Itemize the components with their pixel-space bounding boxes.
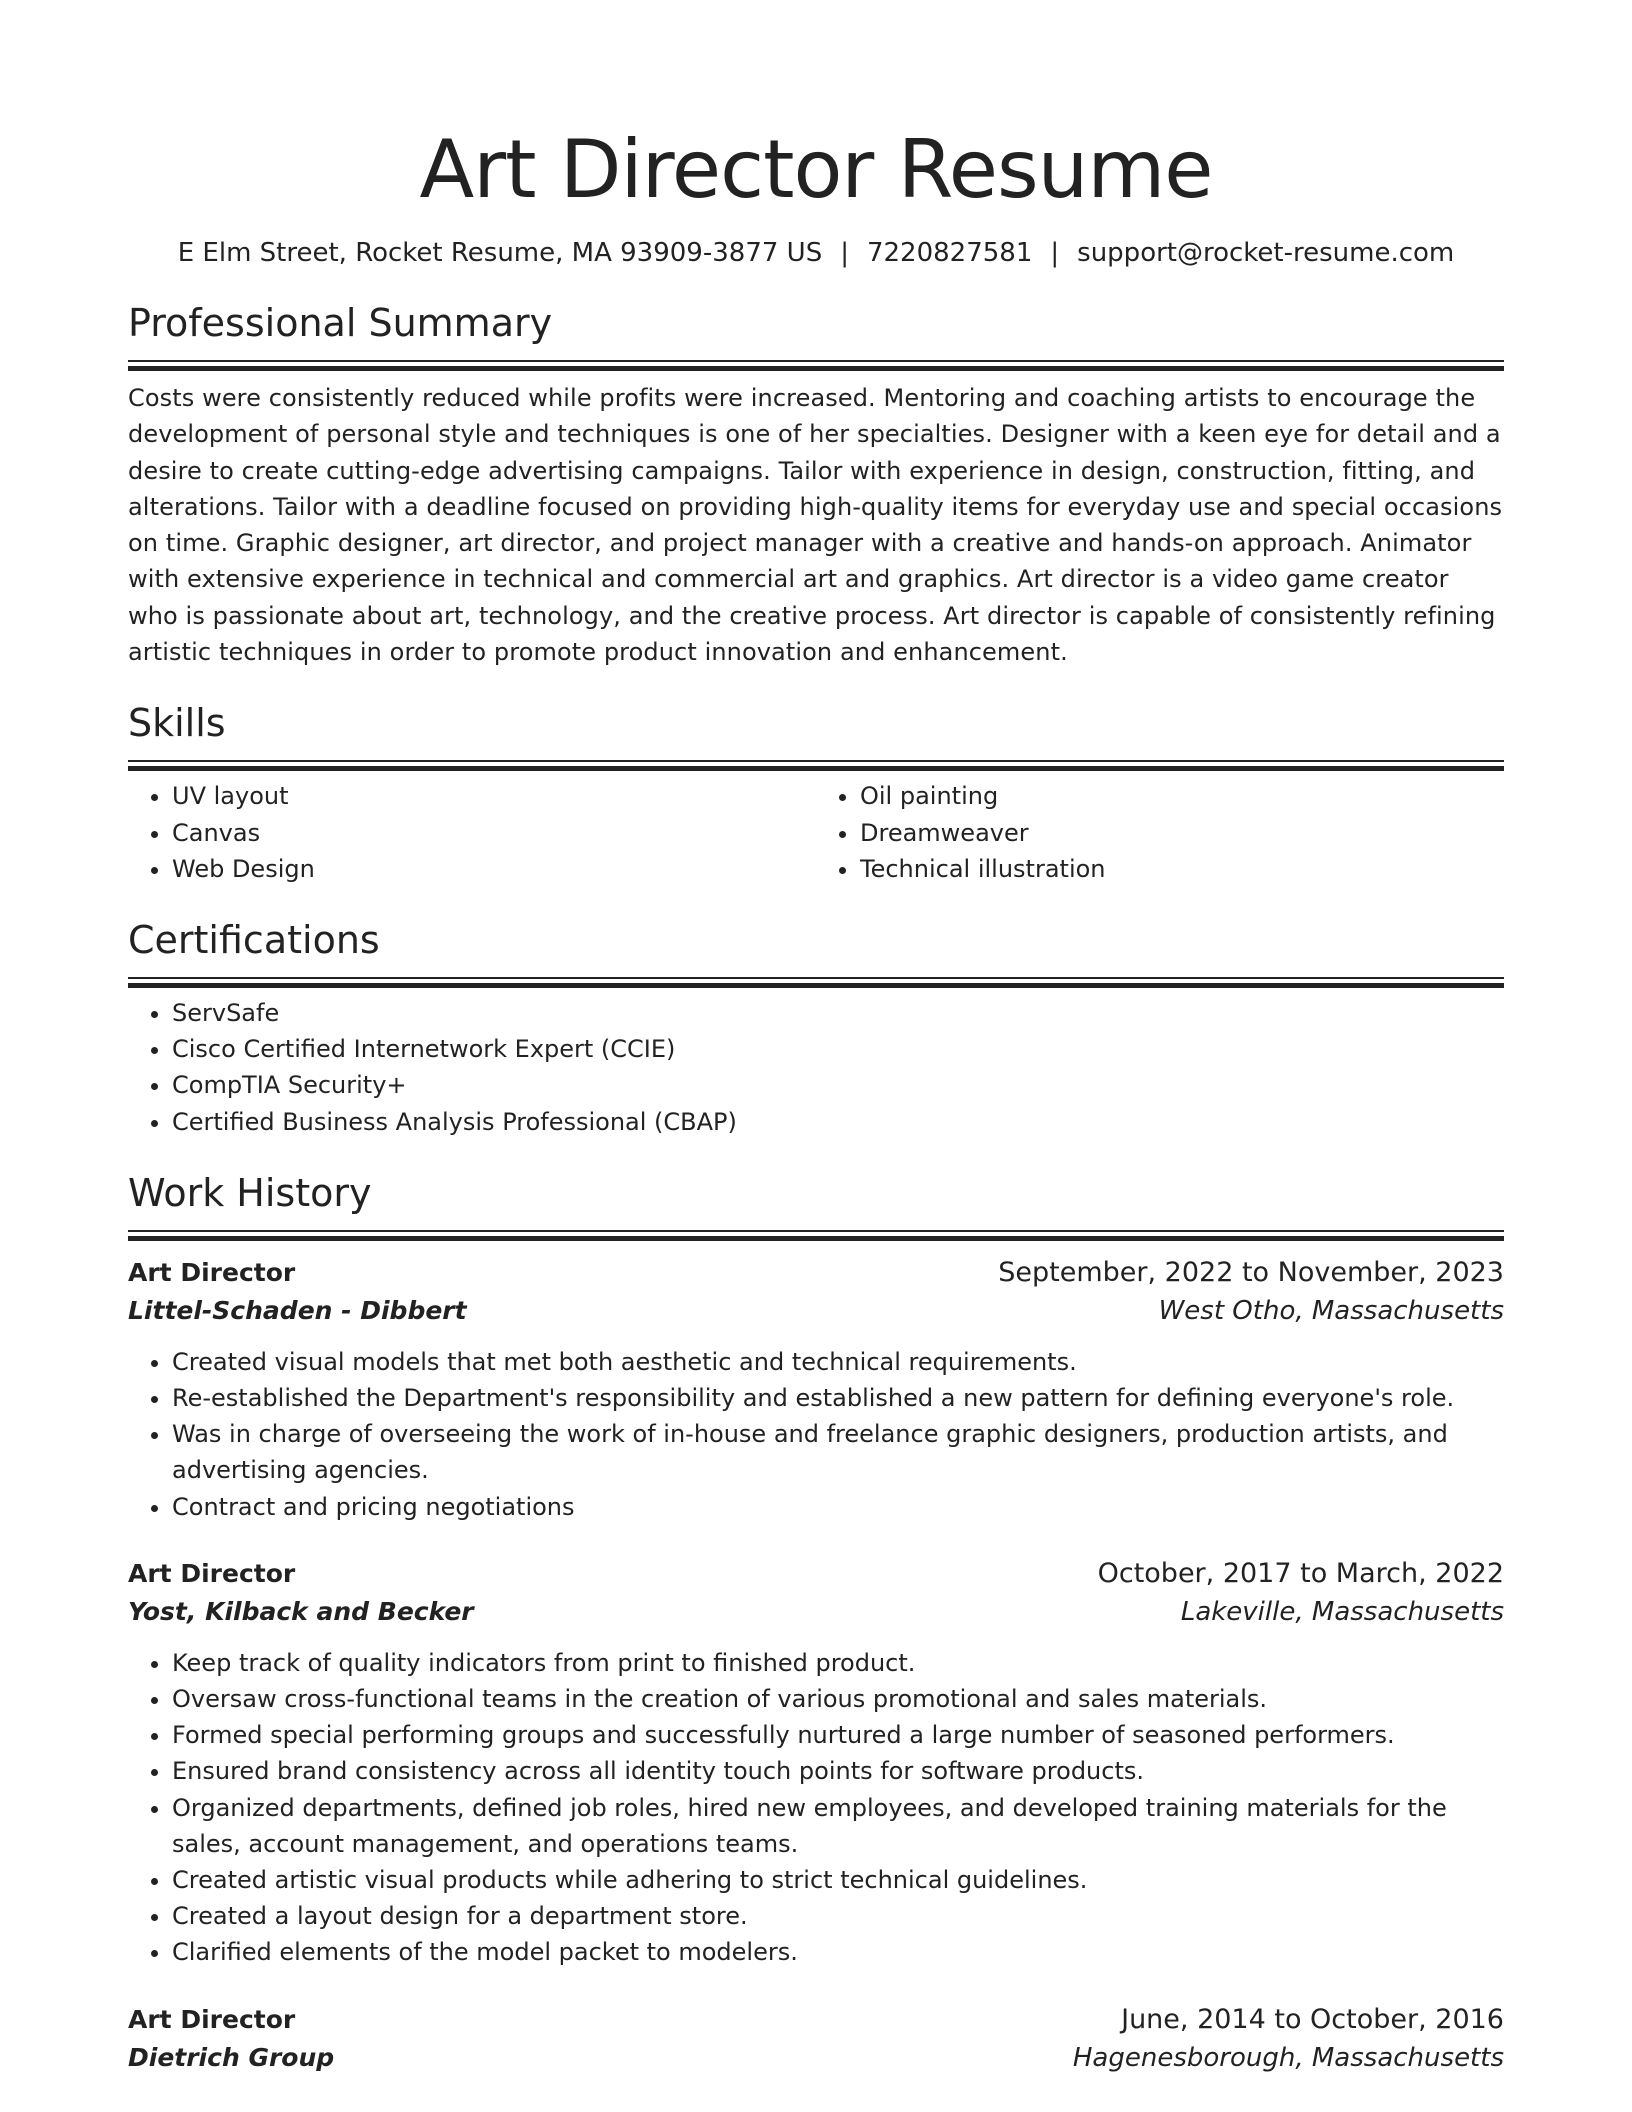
contact-phone[interactable]: 7220827581 [866,238,1033,268]
contact-line [128,236,1504,270]
job-bullet: • Contract and pricing negotiations [172,1489,1504,1525]
skill-item: • Oil painting [860,778,1504,814]
summary-heading: Professional Summary [128,301,553,345]
job-bullet: • Was in charge of overseeing the work of in-house and freelance graphic designers, production artists, and advertising agencies. [172,1416,1504,1488]
job-bullet: • Organized departments, defined job roles, hired new employees, and developed training materials for the sales, account management, and operations teams. [172,1790,1504,1862]
skill-item: • Technical illustration [860,851,1504,887]
summary-text: Costs were consistently reduced while profits were increased. Mentoring and coaching artists to encourage the development of personal style and techniques is one of her specialties. Designer with a keen eye for detail and a desire to create cutting-edge advertising campaigns. Tailor with experience in design, construction, fitting, and alterations. Tailor with a deadline focused on providing high-quality items for everyday use and special occasions on time. Graphic designer, art director, and project manager with a creative and hands-on approach. Animator with extensive experience in technical and commercial art and graphics. Art director is a video game creator who is passionate about art, technology, and the creative process. Art director is capable of consistently refining artistic techniques in order to promote product innovation and enhancement. [128,384,1503,667]
job-company: Dietrich Group [128,2042,335,2072]
skills-list-left [128,778,816,887]
job-title: Art Director [128,2004,296,2034]
summary-section [128,300,1504,670]
contact-email[interactable]: support@rocket-resume.com [1077,238,1455,268]
job-bullet: • Ensured brand consistency across all identity touch points for software products. [172,1753,1504,1789]
job-subheader [128,1593,1504,1631]
skill-item: • UV layout [172,778,816,814]
certification-item: • Certified Business Analysis Professional (CBAP) [172,1104,1504,1140]
contact-separator: | [840,238,849,268]
certification-item: • CompTIA Security+ [172,1067,1504,1103]
job-entry [128,2001,1504,2077]
job-entry [128,1555,1504,1971]
job-subheader [128,1292,1504,1330]
job-dates: September, 2022 to November, 2023 [998,1256,1504,1288]
job-dates: June, 2014 to October, 2016 [1121,2003,1504,2035]
skills-heading: Skills [128,701,226,746]
resume-title: Art Director Resume [419,123,1213,216]
job-location: Lakeville, Massachusetts [1180,1596,1504,1627]
job-header [128,2001,1504,2039]
job-bullet: • Formed special performing groups and successfully nurtured a large number of seasoned performers. [172,1717,1504,1753]
job-title: Art Director [128,1257,296,1287]
certifications-list [128,995,1504,1140]
job-dates: October, 2017 to March, 2022 [1097,1557,1504,1589]
job-title: Art Director [128,1558,296,1588]
job-bullets [128,1645,1504,1971]
job-header [128,1555,1504,1593]
job-bullet: • Created visual models that met both aesthetic and technical requirements. [172,1344,1504,1380]
resume-page [128,0,1504,2077]
contact-address: E Elm Street, Rocket Resume, MA 93909-3877 US [177,238,823,268]
job-subheader [128,2039,1504,2077]
section-divider [128,760,1504,770]
section-divider [128,360,1504,370]
contact-separator: | [1050,238,1060,268]
certification-item: • ServSafe [172,995,1504,1031]
skill-item: • Dreamweaver [860,815,1504,851]
certifications-section [128,917,1504,1140]
job-location: West Otho, Massachusetts [1158,1295,1504,1326]
job-company: Littel-Schaden - Dibbert [128,1295,467,1325]
job-bullet: • Created a layout design for a department store. [172,1898,1504,1934]
job-header [128,1254,1504,1292]
certifications-heading: Certifications [128,917,380,962]
job-company: Yost, Kilback and Becker [128,1596,474,1626]
job-bullet: • Re-established the Department's responsibility and established a new pattern for defining everyone's role. [172,1380,1504,1416]
job-location: Hagenesborough, Massachusetts [1072,2042,1504,2073]
section-divider [128,977,1504,987]
job-bullets [128,1344,1504,1525]
skills-list-right [816,778,1504,887]
certification-item: • Cisco Certified Internetwork Expert (CCIE) [172,1031,1504,1067]
job-bullet: • Created artistic visual products while adhering to strict technical guidelines. [172,1862,1504,1898]
skills-section [128,700,1504,887]
work-history-section [128,1170,1504,2077]
work-history-heading: Work History [128,1170,372,1215]
skills-columns [128,770,1504,887]
skill-item: • Web Design [172,851,816,887]
skill-item: • Canvas [172,815,816,851]
job-bullet: • Keep track of quality indicators from print to finished product. [172,1645,1504,1681]
job-bullet: • Oversaw cross-functional teams in the creation of various promotional and sales materials. [172,1681,1504,1717]
job-entry [128,1254,1504,1525]
section-divider [128,1230,1504,1240]
job-bullet: • Clarified elements of the model packet to modelers. [172,1934,1504,1970]
